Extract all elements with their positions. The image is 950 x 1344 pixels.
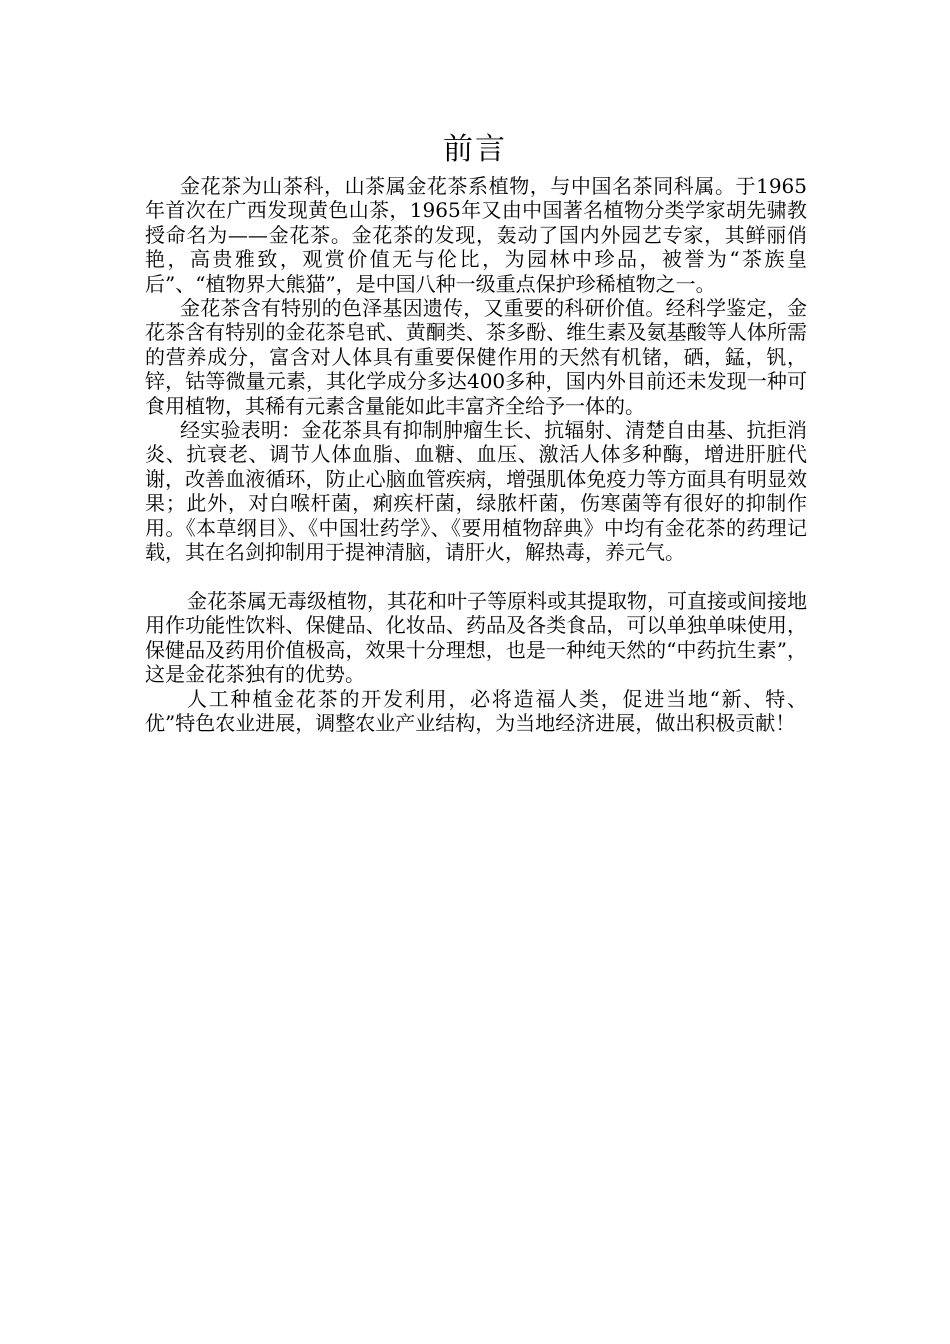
document-body <box>145 174 807 735</box>
paragraph-effects: 经实验表明：金花茶具有抑制肿瘤生长、抗辐射、清楚自由基、抗拒消炎、抗衰老、调节人体血脂、血糖、血压、激活人体多种酶，增进肝脏代谢，改善血液循环，防止心脑血管疾病，增强肌体免疫力等方面具有明显效果；此外，对白喉杆菌，痢疾杆菌，绿脓杆菌，伤寒菌等有很好的抑制作用。《本草纲目》、《中国壮药学》、《要用植物辞典》中均有金花茶的药理记载，其在名剑抑制用于提神清脑，请肝火，解热毒，养元气。 <box>145 418 807 565</box>
blank-line <box>145 565 807 589</box>
paragraph-composition: 金花茶含有特别的色泽基因遗传，又重要的科研价值。经科学鉴定，金花茶含有特别的金花茶皂甙、黄酮类、茶多酚、维生素及氨基酸等人体所需的营养成分，富含对人体具有重要保健作用的天然有机锗，硒，錳，钒，锌，钴等微量元素，其化学成分多达400多种，国内外目前还未发现一种可食用植物，其稀有元素含量能如此丰富齐全给予一体的。 <box>145 296 807 418</box>
paragraph-development: 人工种植金花茶的开发利用，必将造福人类，促进当地“新、特、优”特色农业进展，调整农业产业结构，为当地经济进展，做出积极贡献！ <box>145 686 807 735</box>
page-title: 前言 <box>443 132 507 167</box>
paragraph-discovery: 金花茶为山茶科，山茶属金花茶系植物，与中国名茶同科属。于1965年首次在广西发现黄色山茶，1965年又由中国著名植物分类学家胡先骕教授命名为——金花茶。金花茶的发现，轰动了国内外园艺专家，其鲜丽俏艳，高贵雅致，观赏价值无与伦比，为园林中珍品，被誉为“茶族皇后”、“植物界大熊猫”，是中国八种一级重点保护珍稀植物之一。 <box>145 174 807 296</box>
paragraph-uses: 金花茶属无毒级植物，其花和叶子等原料或其提取物，可直接或间接地用作功能性饮料、保健品、化妆品、药品及各类食品，可以单独单味使用，保健品及药用价值极高，效果十分理想，也是一种纯天然的“中药抗生素”，这是金花茶独有的优势。 <box>145 588 807 687</box>
